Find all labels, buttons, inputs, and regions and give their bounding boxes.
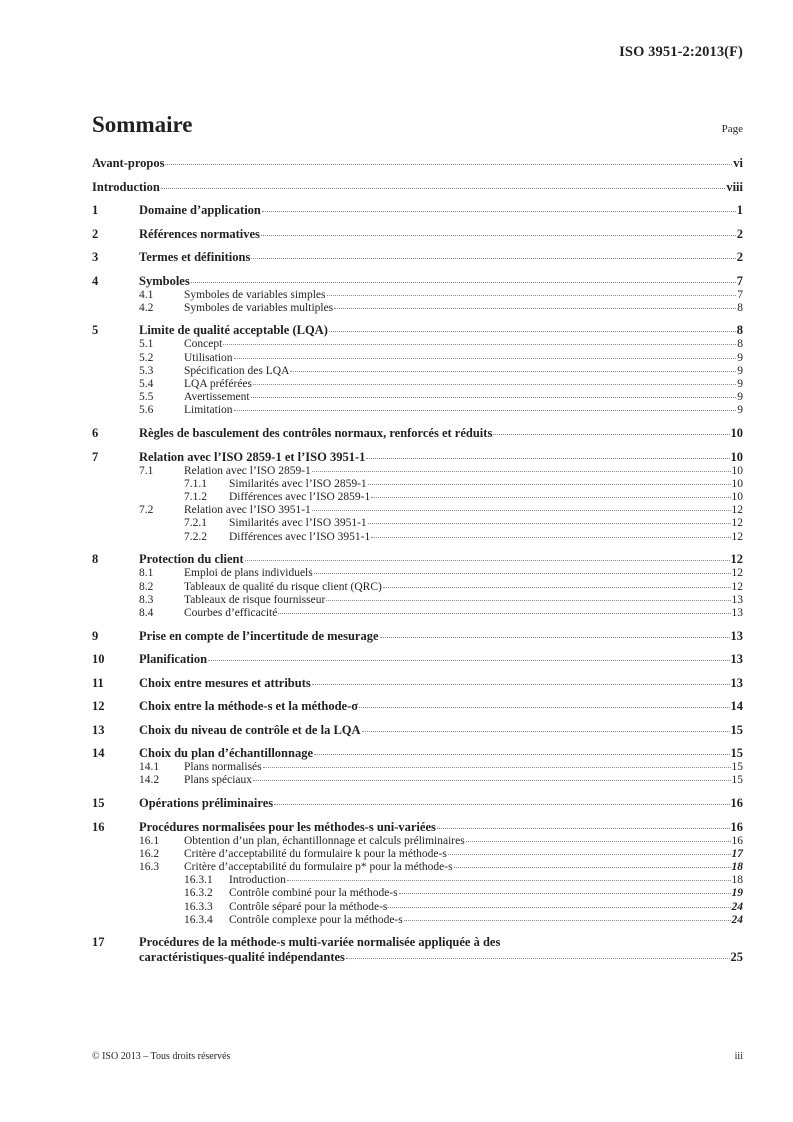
toc-entry-label: Relation avec l’ISO 2859-1 — [184, 464, 311, 477]
table-of-contents — [92, 156, 743, 965]
toc-entry-number: 14.1 — [139, 761, 160, 774]
toc-entry[interactable] — [92, 180, 743, 195]
toc-entry-page[interactable]: 9 — [737, 378, 743, 391]
toc-entry-number: 5.1 — [139, 338, 154, 351]
dot-leader — [262, 210, 736, 212]
toc-entry-page[interactable]: 7 — [736, 273, 743, 288]
toc-entry[interactable] — [92, 289, 743, 302]
toc-entry-number: 1 — [92, 203, 99, 217]
toc-entry-page[interactable]: 12 — [731, 504, 743, 517]
section-gap — [92, 242, 743, 251]
toc-entry[interactable] — [92, 629, 743, 644]
toc-entry[interactable] — [92, 774, 743, 787]
section-gap — [92, 620, 743, 629]
toc-entry-number: 16 — [92, 819, 105, 834]
page-title: Sommaire — [92, 112, 193, 137]
page-number: iii — [734, 1051, 743, 1062]
toc-entry-label: Planification — [139, 652, 208, 667]
toc-entry-number: 5.2 — [139, 351, 154, 364]
toc-entry-label: Différences avec l’ISO 3951-1 — [229, 530, 371, 543]
toc-entry-page[interactable]: 24 — [731, 900, 743, 913]
toc-entry-page[interactable]: 14 — [730, 699, 743, 714]
dot-leader — [245, 559, 730, 561]
toc-entry-label: Avertissement — [184, 391, 250, 404]
toc-entry-page[interactable]: 9 — [737, 351, 743, 364]
toc-entry-label: Prise en compte de l’incertitude de mesurage — [139, 628, 379, 643]
toc-entry-page[interactable]: 12 — [731, 567, 743, 580]
toc-entry-page[interactable]: 24 — [731, 913, 743, 926]
toc-entry-label: LQA préférées — [184, 378, 253, 391]
toc-entry-number: 17 — [92, 935, 105, 950]
toc-entry-label: Contrôle séparé pour la méthode-s — [229, 900, 388, 913]
toc-entry-label: Plans normalisés — [184, 761, 262, 774]
toc-entry-page[interactable]: 2 — [736, 226, 743, 241]
section-gap — [92, 171, 743, 180]
toc-entry-number: 8.1 — [139, 567, 154, 580]
toc-entry-number: 7.2.1 — [184, 517, 207, 530]
dot-leader — [371, 536, 730, 538]
dot-leader — [287, 879, 731, 881]
toc-entry-page[interactable]: 7 — [737, 288, 743, 301]
toc-entry[interactable] — [92, 861, 743, 874]
toc-entry[interactable] — [92, 365, 743, 378]
section-gap — [92, 714, 743, 723]
document-id: ISO 3951-2:2013(F) — [619, 44, 743, 60]
toc-entry-label: Relation avec l’ISO 2859-1 et l’ISO 3951-1 — [139, 449, 366, 464]
toc-entry[interactable] — [92, 874, 743, 887]
section-gap — [92, 195, 743, 204]
toc-entry-label: Opérations préliminaires — [139, 796, 274, 811]
dot-leader — [359, 706, 729, 708]
dot-leader — [368, 522, 731, 524]
toc-entry-label: Tableaux de qualité du risque client (QRC) — [184, 580, 382, 593]
dot-leader — [404, 919, 731, 921]
section-gap — [92, 265, 743, 274]
toc-entry-number: 8.4 — [139, 606, 154, 619]
toc-entry-page[interactable]: 10 — [730, 426, 743, 441]
toc-entry-page[interactable]: 13 — [731, 606, 743, 619]
toc-entry-number: 16.3.2 — [184, 887, 213, 900]
toc-entry-page[interactable]: 10 — [731, 477, 743, 490]
toc-entry[interactable] — [92, 203, 743, 218]
toc-entry-page[interactable]: 15 — [730, 722, 743, 737]
toc-entry[interactable] — [92, 676, 743, 691]
toc-entry[interactable] — [92, 935, 743, 965]
toc-entry-number: 16.3.4 — [184, 913, 213, 926]
toc-entry-page[interactable]: 8 — [737, 301, 743, 314]
toc-entry-page[interactable]: 12 — [731, 517, 743, 530]
page-column-label: Page — [721, 123, 743, 135]
toc-entry-label: Choix du niveau de contrôle et de la LQA — [139, 722, 361, 737]
section-gap — [92, 418, 743, 427]
toc-entry-label: Contrôle complexe pour la méthode-s — [229, 913, 403, 926]
dot-leader — [234, 409, 737, 411]
toc-entry-number: 7.1.1 — [184, 477, 207, 490]
toc-entry-label: Symboles de variables multiples — [184, 301, 334, 314]
toc-entry-page[interactable]: 16 — [730, 796, 743, 811]
toc-entry-number: 16.1 — [139, 834, 160, 847]
toc-entry-label: Tableaux de risque fournisseur — [184, 593, 326, 606]
toc-entry[interactable] — [92, 887, 743, 900]
toc-entry[interactable] — [92, 652, 743, 667]
toc-entry-label: Choix entre la méthode-s et la méthode-σ — [139, 699, 359, 714]
toc-entry-label: Critère d’acceptabilité du formulaire p* pour la méthode-s — [184, 860, 453, 873]
dot-leader — [327, 294, 737, 296]
toc-entry-label: Courbes d’efficacité — [184, 606, 278, 619]
toc-entry-page[interactable]: vi — [733, 156, 743, 170]
dot-leader — [208, 659, 729, 661]
toc-entry[interactable] — [92, 567, 743, 580]
toc-entry-label: Relation avec l’ISO 3951-1 — [184, 504, 311, 517]
toc-entry-number: 5.3 — [139, 364, 154, 377]
toc-entry-page[interactable]: 9 — [737, 364, 743, 377]
toc-entry[interactable] — [92, 835, 743, 848]
dot-leader — [274, 803, 729, 805]
toc-entry-label: Différences avec l’ISO 2859-1 — [229, 491, 371, 504]
toc-entry-page[interactable]: 10 — [731, 491, 743, 504]
toc-entry[interactable] — [92, 848, 743, 861]
dot-leader — [165, 163, 732, 165]
toc-entry-number: 7.2 — [139, 504, 154, 517]
toc-entry-label: Similarités avec l’ISO 2859-1 — [229, 477, 367, 490]
toc-entry[interactable] — [92, 746, 743, 761]
toc-entry[interactable] — [92, 796, 743, 811]
dot-leader — [326, 599, 730, 601]
toc-entry-label: Avant-propos — [92, 156, 165, 170]
dot-leader — [251, 396, 737, 398]
toc-entry-page[interactable]: 9 — [737, 391, 743, 404]
toc-entry-page[interactable]: 13 — [730, 628, 743, 643]
toc-entry[interactable] — [92, 699, 743, 714]
toc-entry-number: 4.1 — [139, 288, 154, 301]
dot-leader — [368, 483, 731, 485]
toc-entry-number: 12 — [92, 699, 105, 714]
section-gap — [92, 544, 743, 553]
dot-leader — [234, 357, 737, 359]
toc-entry-page[interactable]: 12 — [731, 530, 743, 543]
toc-entry-label: Contrôle combiné pour la méthode-s — [229, 887, 398, 900]
toc-entry-number: 8 — [92, 552, 99, 567]
toc-entry[interactable] — [92, 478, 743, 491]
toc-entry[interactable] — [92, 391, 743, 404]
toc-entry[interactable] — [92, 531, 743, 544]
toc-entry[interactable] — [92, 465, 743, 478]
toc-entry[interactable] — [92, 552, 743, 567]
toc-entry-number: 16.3 — [139, 860, 160, 873]
toc-entry-number: 13 — [92, 722, 105, 737]
toc-entry-label: Critère d’acceptabilité du formulaire k pour la méthode-s — [184, 847, 447, 860]
toc-entry[interactable] — [92, 914, 743, 927]
dot-leader — [371, 496, 730, 498]
toc-entry-label: Obtention d’un plan, échantillonnage et calculs préliminaires — [184, 834, 465, 847]
toc-entry-page[interactable]: 15 — [731, 761, 743, 774]
dot-leader — [493, 433, 729, 435]
dot-leader — [253, 779, 730, 781]
toc-entry[interactable] — [92, 156, 743, 171]
toc-entry-label-continued: caractéristiques-qualité indépendantes — [139, 950, 345, 965]
toc-entry-label: Choix du plan d’échantillonnage — [139, 746, 314, 761]
dot-leader — [312, 509, 731, 511]
toc-entry-page[interactable]: 18 — [731, 860, 743, 873]
section-gap — [92, 644, 743, 653]
dot-leader — [366, 457, 729, 459]
dot-leader — [334, 307, 736, 309]
section-gap — [92, 441, 743, 450]
toc-entry-label: Protection du client — [139, 552, 244, 567]
dot-leader — [263, 766, 731, 768]
toc-entry-page[interactable]: 8 — [736, 323, 743, 338]
toc-entry-page[interactable]: 19 — [731, 887, 743, 900]
toc-entry-page[interactable]: 10 — [730, 449, 743, 464]
toc-entry-label: Plans spéciaux — [184, 774, 253, 787]
toc-entry[interactable] — [92, 504, 743, 517]
toc-entry[interactable] — [92, 378, 743, 391]
toc-entry-page[interactable]: 13 — [730, 675, 743, 690]
toc-entry-number: 5.5 — [139, 391, 154, 404]
toc-entry-label: Utilisation — [184, 351, 233, 364]
toc-entry-number: 7.1 — [139, 464, 154, 477]
toc-entry-number: 7 — [92, 449, 99, 464]
toc-entry-label: Choix entre mesures et attributs — [139, 675, 311, 690]
toc-entry-number: 8.2 — [139, 580, 154, 593]
toc-entry[interactable] — [92, 820, 743, 835]
section-gap — [92, 811, 743, 820]
toc-entry-number: 7.1.2 — [184, 491, 207, 504]
section-gap — [92, 218, 743, 227]
toc-entry-page[interactable]: 12 — [730, 552, 743, 567]
toc-entry-page[interactable]: 13 — [730, 652, 743, 667]
toc-entry[interactable] — [92, 323, 743, 338]
toc-entry-label: Limitation — [184, 404, 233, 417]
toc-entry-page[interactable]: 10 — [731, 464, 743, 477]
toc-entry-number: 2 — [92, 226, 99, 241]
toc-entry[interactable] — [92, 404, 743, 417]
dot-leader — [253, 383, 736, 385]
toc-entry-number: 16.3.1 — [184, 874, 213, 887]
dot-leader — [383, 586, 731, 588]
toc-entry-page[interactable]: viii — [726, 179, 743, 194]
toc-entry-page[interactable]: 9 — [737, 404, 743, 417]
toc-entry-number: 8.3 — [139, 593, 154, 606]
toc-entry-number: 3 — [92, 250, 99, 264]
toc-entry-page[interactable]: 12 — [731, 580, 743, 593]
dot-leader — [388, 906, 730, 908]
toc-entry[interactable] — [92, 607, 743, 620]
dot-leader — [312, 683, 730, 685]
toc-entry-number: 4 — [92, 273, 99, 288]
toc-entry[interactable] — [92, 491, 743, 504]
dot-leader — [161, 187, 725, 189]
toc-entry[interactable] — [92, 723, 743, 738]
section-gap — [92, 315, 743, 324]
toc-entry[interactable] — [92, 517, 743, 530]
toc-entry-number: 14.2 — [139, 774, 160, 787]
section-gap — [92, 667, 743, 676]
dot-leader — [314, 753, 729, 755]
toc-entry-number: 4.2 — [139, 301, 154, 314]
dot-leader — [437, 827, 730, 829]
toc-entry-page[interactable]: 16 — [730, 819, 743, 834]
toc-entry[interactable] — [92, 761, 743, 774]
dot-leader — [329, 330, 736, 332]
toc-entry-label: Procédures de la méthode-s multi-variée normalisée appliquée à des — [139, 935, 501, 950]
dot-leader — [278, 612, 730, 614]
dot-leader — [346, 957, 730, 959]
copyright-text: © ISO 2013 – Tous droits réservés — [92, 1051, 231, 1062]
dot-leader — [223, 343, 736, 345]
dot-leader — [290, 370, 736, 372]
toc-entry-label: Limite de qualité acceptable (LQA) — [139, 323, 328, 338]
toc-entry-number: 5 — [92, 323, 99, 338]
toc-entry-label: Références normatives — [139, 226, 260, 241]
toc-entry-number: 16.3.3 — [184, 900, 213, 913]
toc-entry[interactable] — [92, 274, 743, 289]
toc-entry-label: Symboles — [139, 273, 190, 288]
dot-leader — [314, 572, 731, 574]
toc-entry-page[interactable]: 18 — [731, 874, 743, 887]
toc-entry-label: Symboles de variables simples — [184, 288, 326, 301]
section-gap — [92, 691, 743, 700]
toc-entry-label: Similarités avec l’ISO 3951-1 — [229, 517, 367, 530]
toc-entry-label: Termes et définitions — [139, 250, 251, 264]
dot-leader — [261, 234, 736, 236]
toc-entry[interactable] — [92, 581, 743, 594]
toc-entry-label: Règles de basculement des contrôles normaux, renforcés et réduits — [139, 426, 493, 441]
toc-entry-number: 7.2.2 — [184, 530, 207, 543]
toc-entry-label: Emploi de plans individuels — [184, 567, 313, 580]
toc-entry[interactable] — [92, 901, 743, 914]
toc-entry-number: 5.6 — [139, 404, 154, 417]
toc-entry-label: Procédures normalisées pour les méthodes-s uni-variées — [139, 819, 436, 834]
toc-entry-number: 9 — [92, 628, 99, 643]
toc-entry-page[interactable]: 15 — [731, 774, 743, 787]
toc-entry-label: Introduction — [229, 874, 286, 887]
dot-leader — [454, 866, 731, 868]
toc-entry-number: 14 — [92, 746, 105, 761]
toc-entry[interactable] — [92, 594, 743, 607]
toc-entry[interactable] — [92, 250, 743, 265]
toc-entry[interactable] — [92, 352, 743, 365]
toc-entry-label: Domaine d’application — [139, 203, 261, 217]
toc-entry-label: Spécification des LQA — [184, 364, 290, 377]
section-gap — [92, 738, 743, 747]
toc-entry[interactable] — [92, 302, 743, 315]
dot-leader — [399, 892, 731, 894]
toc-header — [92, 112, 743, 138]
toc-entry-page[interactable]: 25 — [730, 950, 743, 965]
toc-entry-number: 11 — [92, 675, 104, 690]
dot-leader — [448, 853, 731, 855]
toc-entry-page[interactable]: 2 — [736, 250, 743, 264]
toc-entry-label: Introduction — [92, 179, 160, 194]
toc-entry-page[interactable]: 13 — [731, 593, 743, 606]
toc-entry-label: Concept — [184, 338, 223, 351]
toc-entry-page[interactable]: 8 — [737, 338, 743, 351]
toc-entry-page[interactable]: 17 — [731, 847, 743, 860]
section-gap — [92, 788, 743, 797]
dot-leader — [380, 636, 730, 638]
toc-entry[interactable] — [92, 338, 743, 351]
toc-entry[interactable] — [92, 450, 743, 465]
toc-entry-page[interactable]: 15 — [730, 746, 743, 761]
dot-leader — [362, 730, 730, 732]
section-gap — [92, 927, 743, 936]
dot-leader — [251, 257, 735, 259]
toc-entry-number: 15 — [92, 796, 105, 811]
toc-entry-number: 10 — [92, 652, 105, 667]
dot-leader — [312, 470, 731, 472]
toc-entry[interactable] — [92, 426, 743, 441]
dot-leader — [466, 840, 731, 842]
toc-entry-page[interactable]: 16 — [731, 834, 743, 847]
toc-entry-number: 6 — [92, 426, 99, 441]
toc-entry-page[interactable]: 1 — [736, 203, 743, 217]
toc-entry[interactable] — [92, 227, 743, 242]
toc-entry-number: 16.2 — [139, 847, 160, 860]
page-footer — [92, 1051, 743, 1062]
toc-entry-number: 5.4 — [139, 378, 154, 391]
dot-leader — [191, 281, 736, 283]
